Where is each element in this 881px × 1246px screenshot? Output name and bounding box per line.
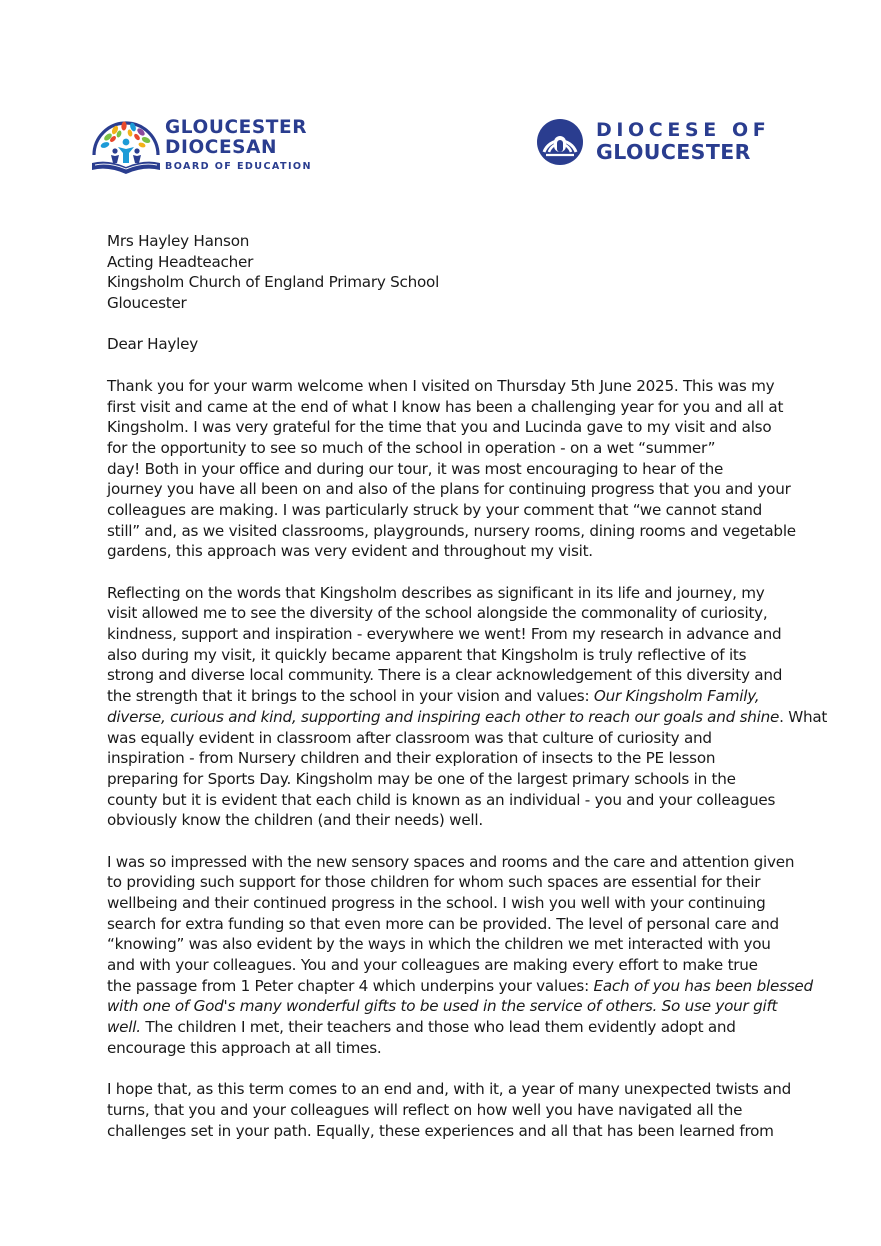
paragraph-line: gardens, this approach was very evident and throughout my visit. xyxy=(107,542,593,561)
paragraph-line: wellbeing and their continued progress in the school. I wish you well with your continuing xyxy=(107,894,766,912)
gloucester-diocesan-board-logo xyxy=(88,113,318,179)
paragraph-line: search for extra funding so that even more can be provided. The level of personal care and xyxy=(107,914,779,933)
paragraph-line xyxy=(107,996,787,1017)
diocese-of-gloucester-logo xyxy=(536,118,796,168)
paragraph-line: obviously know the children (and their needs) well. xyxy=(107,811,483,830)
paragraph-line: “knowing” was also evident by the ways in which the children we met interacted with you xyxy=(107,935,771,954)
paragraph-text: the passage from 1 Peter chapter 4 which underpins your values: xyxy=(107,976,594,995)
letter-body xyxy=(107,231,828,1141)
diocese-emblem-icon xyxy=(536,118,588,168)
paragraph-line: I was so impressed with the new sensory spaces and rooms and the care and attention given xyxy=(107,852,795,871)
paragraph-line: inspiration - from Nursery children and their exploration of insects to the PE lesson xyxy=(107,749,716,768)
paragraph-text: . What xyxy=(779,707,828,726)
paragraph-line: day! Both in your office and during our tour, it was most encouraging to hear of the xyxy=(107,459,724,478)
paragraph-line: for the opportunity to see so much of the school in operation - on a wet “summer” xyxy=(107,438,716,457)
paragraph-line: preparing for Sports Day. Kingsholm may be one of the largest primary schools in the xyxy=(107,769,736,788)
recipient-city: Gloucester xyxy=(107,294,187,313)
paragraph-4 xyxy=(107,1079,791,1141)
paragraph-line: Kingsholm. I was very grateful for the time that you and Lucinda gave to my visit and also xyxy=(107,418,772,437)
paragraph-line xyxy=(107,707,828,728)
paragraph-line: county but it is evident that each child is known as an individual - you and your colleagues xyxy=(107,790,776,809)
paragraph-line: journey you have all been on and also of the plans for continuing progress that you and your xyxy=(107,480,791,499)
paragraph-line: strong and diverse local community. There is a clear acknowledgement of this diversity and xyxy=(107,666,783,685)
paragraph-line: was equally evident in classroom after classroom was that culture of curiosity and xyxy=(107,728,712,747)
salutation: Dear Hayley xyxy=(107,335,198,354)
paragraph-line xyxy=(107,1017,787,1038)
paragraph-1 xyxy=(107,376,796,562)
scripture-quote: Each of you has been blessed xyxy=(593,976,813,995)
logo-left-line2: DIOCESAN xyxy=(165,137,278,158)
paragraph-line: colleagues are making. I was particularly struck by your comment that “we cannot stand xyxy=(107,500,763,519)
recipient-role: Acting Headteacher xyxy=(107,252,254,271)
vision-quote: diverse, curious and kind, supporting and inspiring each other to reach our goals and shine xyxy=(107,707,780,726)
paragraph-line: Thank you for your warm welcome when I visited on Thursday 5th June 2025. This was my xyxy=(107,376,775,395)
logo-left-line1: GLOUCESTER xyxy=(165,117,308,138)
paragraph-line: and with your colleagues. You and your colleagues are making every effort to make true xyxy=(107,956,758,975)
paragraph-line: encourage this approach at all times. xyxy=(107,1038,382,1057)
paragraph-line: kindness, support and inspiration - everywhere we went! From my research in advance and xyxy=(107,625,782,644)
logo-left-line3: BOARD OF EDUCATION xyxy=(165,161,312,172)
tree-of-life-emblem-icon xyxy=(88,113,164,179)
scripture-quote: well. xyxy=(107,1018,141,1037)
paragraph-line: turns, that you and your colleagues will reflect on how well you have navigated all the xyxy=(107,1100,743,1119)
paragraph-2 xyxy=(107,583,828,831)
logo-right-line1: DIOCESE OF xyxy=(596,119,771,141)
paragraph-line: challenges set in your path. Equally, these experiences and all that has been learned from xyxy=(107,1121,774,1140)
paragraph-line: Reflecting on the words that Kingsholm describes as significant in its life and journey, my xyxy=(107,583,765,602)
paragraph-text: The children I met, their teachers and those who lead them evidently adopt and xyxy=(140,1018,736,1037)
logo-right-line2: GLOUCESTER xyxy=(596,140,751,164)
paragraph-line: I hope that, as this term comes to an end and, with it, a year of many unexpected twists and xyxy=(107,1080,791,1099)
recipient-name: Mrs Hayley Hanson xyxy=(107,232,250,250)
paragraph-line xyxy=(107,976,813,997)
paragraph-text: the strength that it brings to the school in your vision and values: xyxy=(107,687,594,706)
paragraph-3 xyxy=(107,852,813,1059)
recipient-address xyxy=(107,231,787,314)
recipient-school: Kingsholm Church of England Primary School xyxy=(107,273,440,292)
paragraph-line xyxy=(107,686,787,707)
vision-quote: Our Kingsholm Family, xyxy=(593,687,760,706)
paragraph-line: still” and, as we visited classrooms, playgrounds, nursery rooms, dining rooms and vegetable xyxy=(107,521,796,540)
paragraph-line: also during my visit, it quickly became apparent that Kingsholm is truly reflective of its xyxy=(107,645,747,664)
paragraph-line: visit allowed me to see the diversity of the school alongside the commonality of curiosity, xyxy=(107,604,768,623)
scripture-quote: with one of God's many wonderful gifts to be used in the service of others. So use your gift xyxy=(107,997,778,1016)
paragraph-line: to providing such support for those children for whom such spaces are essential for their xyxy=(107,873,761,892)
paragraph-line: first visit and came at the end of what I know has been a challenging year for you and all at xyxy=(107,397,784,416)
